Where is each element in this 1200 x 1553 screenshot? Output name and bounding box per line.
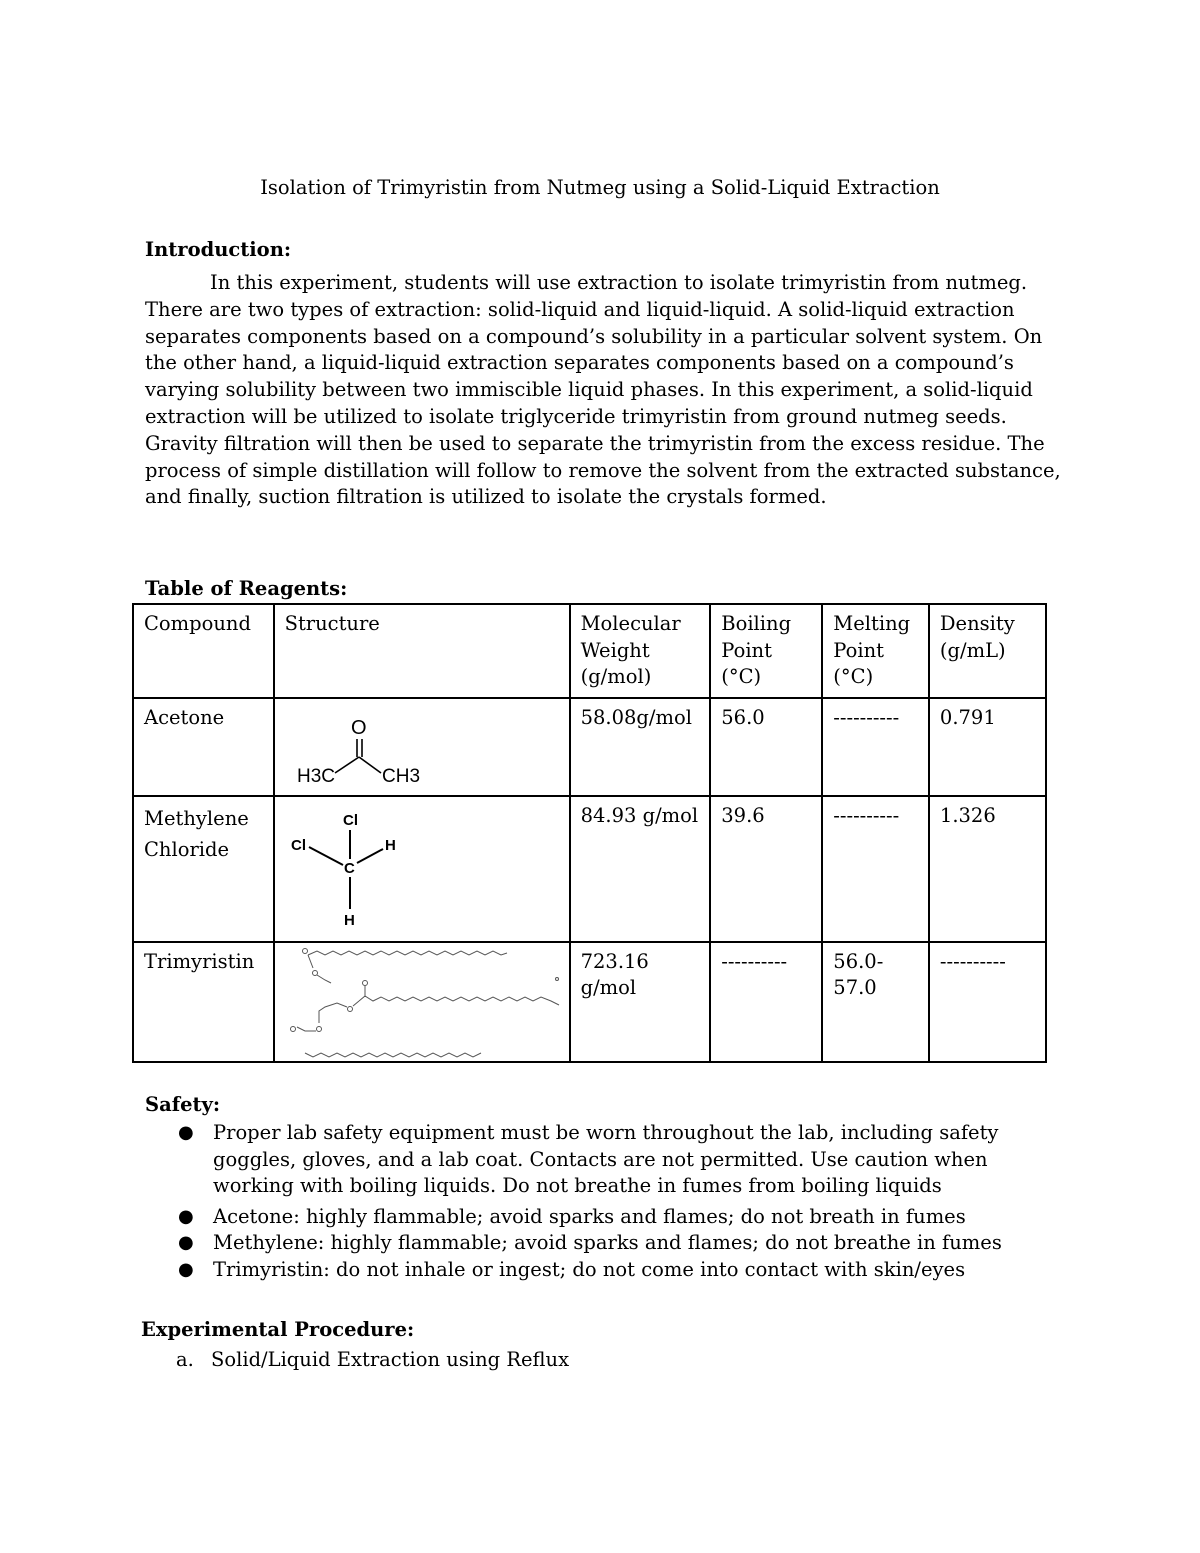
procedure-item-text: Solid/Liquid Extraction using Reflux [211, 1348, 570, 1371]
reagents-table [132, 603, 1047, 1063]
column-header: Boiling Point (°C) [710, 604, 822, 698]
table-header-row [133, 604, 1046, 698]
safety-list [145, 1120, 1045, 1283]
reagents-heading: Table of Reagents: [145, 577, 348, 600]
procedure-heading: Experimental Procedure: [141, 1318, 415, 1341]
column-header: Melting Point (°C) [822, 604, 929, 698]
density: 1.326 [929, 796, 1046, 942]
table-row [133, 796, 1046, 942]
document-title: Isolation of Trimyristin from Nutmeg using a Solid-Liquid Extraction [260, 176, 940, 199]
density: 0.791 [929, 698, 1046, 796]
table-row [133, 942, 1046, 1062]
trimyristin-structure-image [275, 943, 569, 1061]
acetone-structure [274, 698, 570, 796]
atom-label: CH3 [381, 765, 420, 787]
safety-heading: Safety: [145, 1093, 221, 1116]
density: ---------- [929, 942, 1046, 1062]
atom-label: H3C [296, 765, 335, 787]
column-header: Compound [133, 604, 274, 698]
introduction-heading: Introduction: [145, 238, 292, 261]
melting-point: ---------- [822, 796, 929, 942]
list-marker: a. [176, 1348, 194, 1371]
list-item [145, 1120, 1045, 1200]
methylene-chloride-structure [274, 796, 570, 942]
molecular-weight: 84.93 g/mol [570, 796, 711, 942]
procedure-list [145, 1346, 569, 1374]
column-header: Molecular Weight (g/mol) [570, 604, 711, 698]
bullet-icon: ● [178, 1122, 194, 1143]
methylene-chloride-structure-image [275, 797, 569, 941]
column-header: Density (g/mL) [929, 604, 1046, 698]
atom-label: H [343, 911, 355, 929]
list-item [145, 1346, 569, 1374]
bullet-icon: ● [178, 1205, 194, 1227]
bullet-icon: ● [178, 1232, 194, 1253]
atom-label: C [343, 859, 355, 877]
acetone-structure-image [275, 699, 569, 795]
atom-label: Cl [342, 811, 358, 829]
molecular-weight: 58.08g/mol [570, 698, 711, 796]
introduction-text: In this experiment, students will use extraction to isolate trimyristin from nutmeg. There are two types of extraction: solid-liquid and liquid-liquid. A solid-liquid extraction separates components based on a compound’s solubility in a particular solvent system. On the other hand, a liquid-liquid extraction separates components based on a compound’s varying solubility between two immiscible liquid phases. In this experiment, a solid-liquid extraction will be utilized to isolate triglyceride trimyristin from ground nutmeg seeds. Gravity filtration will then be used to separate the trimyristin from the excess residue. The process of simple distillation will follow to remove the solvent from the extracted substance, and finally, suction filtration is utilized to isolate the crystals formed. [145, 271, 1061, 509]
boiling-point: 39.6 [710, 796, 822, 942]
molecular-weight: 723.16 g/mol [570, 942, 711, 1062]
atom-label: H [384, 836, 396, 854]
boiling-point: 56.0 [710, 698, 822, 796]
melting-point: 56.0-57.0 [822, 942, 929, 1062]
compound-name: Trimyristin [133, 942, 274, 1062]
melting-point: ---------- [822, 698, 929, 796]
trimyristin-structure [274, 942, 570, 1062]
atom-label: Cl [290, 836, 306, 854]
bullet-icon: ● [178, 1258, 194, 1280]
list-item [145, 1230, 1045, 1257]
safety-item-text: Trimyristin: do not inhale or ingest; do not come into contact with skin/eyes [213, 1257, 966, 1281]
list-item [145, 1204, 1045, 1231]
boiling-point: ---------- [710, 942, 822, 1062]
compound-name: Methylene Chloride [133, 796, 274, 942]
safety-item-text: Proper lab safety equipment must be worn throughout the lab, including safety goggles, gloves, and a lab coat. Contacts are not permitted. Use caution when working with boiling liquids. Do not breathe in fumes from boiling liquids [213, 1121, 999, 1197]
table-row [133, 698, 1046, 796]
atom-label: O [350, 716, 367, 739]
safety-item-text: Acetone: highly flammable; avoid sparks and flames; do not breath in fumes [213, 1204, 966, 1228]
list-item [145, 1257, 1045, 1284]
column-header: Structure [274, 604, 570, 698]
safety-item-text: Methylene: highly flammable; avoid sparks and flames; do not breathe in fumes [213, 1231, 1002, 1254]
compound-name: Acetone [133, 698, 274, 796]
